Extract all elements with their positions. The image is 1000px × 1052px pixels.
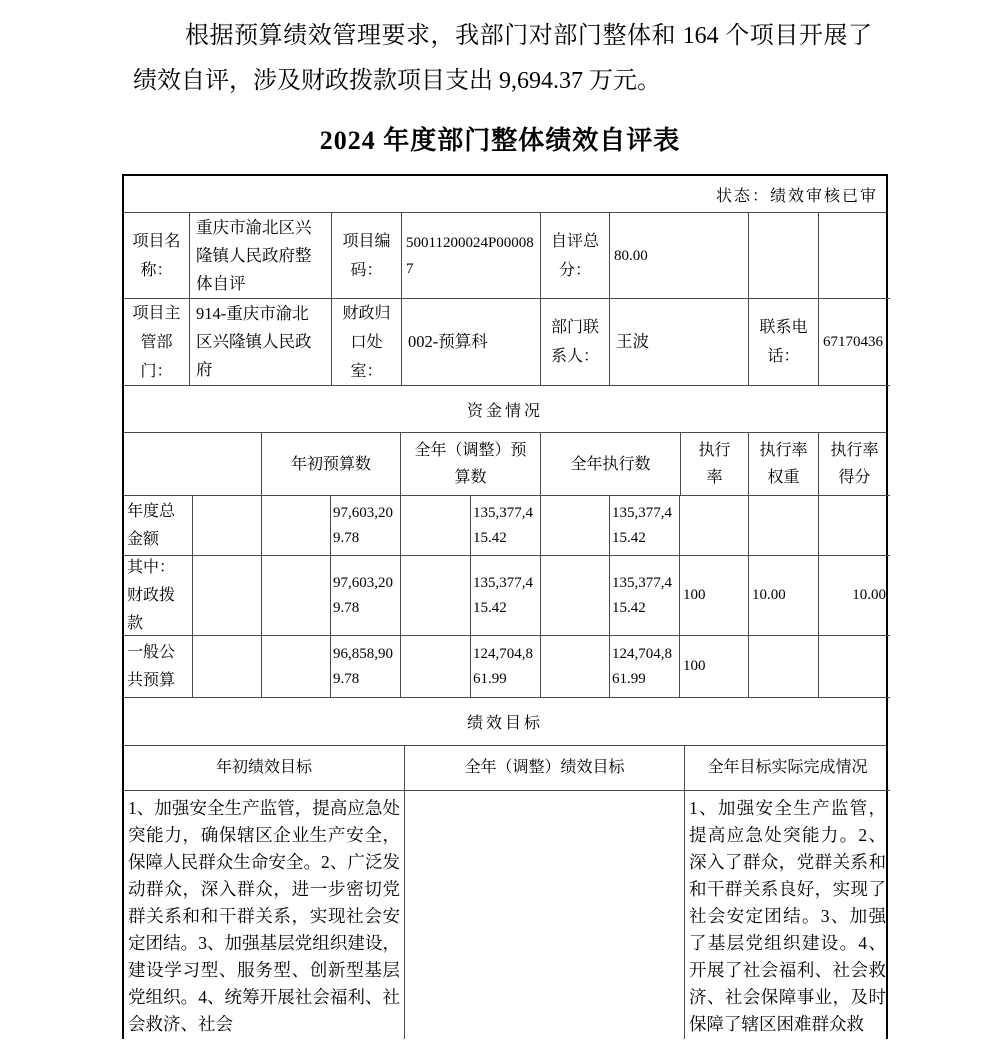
finance-office-label: 财政归口处室： <box>332 299 402 386</box>
funds-value: 124,704,861.99 <box>610 636 680 698</box>
funds-weight: 10.00 <box>749 556 819 636</box>
supervisor-dept-value: 914-重庆市渝北区兴隆镇人民政府 <box>190 299 332 386</box>
funds-value: 97,603,209.78 <box>331 556 401 636</box>
funds-data-grid <box>124 496 886 698</box>
funds-row-label: 一般公共预算 <box>124 636 193 698</box>
project-name-label: 项目名称： <box>124 213 190 299</box>
initial-goals-text: 1、加强安全生产监管，提高应急处突能力，确保辖区企业生产安全，保障人民群众生命安全。2、广泛发动群众，深入群众，进一步密切党群关系和和干群关系，实现社会安定团结。3、加强基层党组织建设，建设学习型、服务型、创新型基层党组织。4、统筹开展社会福利、社会救济、社会 <box>124 791 405 1039</box>
status-text: 状态：绩效审核已审 <box>715 187 878 205</box>
adjusted-goals-text <box>405 791 685 1039</box>
funds-score <box>819 496 890 556</box>
goals-body-row <box>124 791 886 1039</box>
funds-section-title: 资金情况 <box>124 386 886 433</box>
funds-cell <box>541 496 610 556</box>
funds-cell <box>262 636 331 698</box>
goals-header-adjusted: 全年（调整）绩效目标 <box>405 746 685 791</box>
intro-paragraph: 根据预算绩效管理要求，我部门对部门整体和 164 个项目开展了绩效自评，涉及财政拨款项目支出 9,694.37 万元。 <box>133 23 872 94</box>
contact-phone-value: 67170436 <box>819 299 890 386</box>
funds-cell <box>401 556 471 636</box>
funds-rate <box>680 496 749 556</box>
supervisor-dept-label: 项目主管部门： <box>124 299 190 386</box>
funds-value: 135,377,415.42 <box>471 496 541 556</box>
contact-person-label: 部门联系人： <box>541 299 610 386</box>
funds-row-label: 年度总金额 <box>124 496 193 556</box>
funds-value: 135,377,415.42 <box>610 556 680 636</box>
self-score-value: 80.00 <box>610 213 749 299</box>
funds-value: 97,603,209.78 <box>331 496 401 556</box>
funds-cell <box>193 556 262 636</box>
funds-weight <box>749 496 819 556</box>
funds-cell <box>401 636 471 698</box>
funds-header-initial-budget: 年初预算数 <box>262 433 401 496</box>
funds-cell <box>193 496 262 556</box>
funds-weight <box>749 636 819 698</box>
funds-cell <box>262 496 331 556</box>
project-name-value: 重庆市渝北区兴隆镇人民政府整体自评 <box>190 213 332 299</box>
funds-value: 124,704,861.99 <box>471 636 541 698</box>
project-code-label: 项目编码： <box>332 213 402 299</box>
actual-completion-text: 1、加强安全生产监管，提高应急处突能力。2、深入了群众，党群关系和和干群关系良好，实现了社会安定团结。3、加强了基层党组织建设。4、开展了社会福利、社会救济、社会保障事业，及时保障了辖区困难群众救 <box>689 798 886 1034</box>
page-title: 2024 年度部门整体绩效自评表 <box>319 126 681 155</box>
project-code-value: 50011200024P000087 <box>402 213 541 299</box>
document-page <box>0 14 1000 1039</box>
funds-rate: 100 <box>680 556 749 636</box>
contact-phone-label: 联系电话： <box>749 299 819 386</box>
self-evaluation-table <box>122 174 888 1039</box>
funds-header-adjusted-budget: 全年（调整）预算数 <box>401 433 541 496</box>
funds-header-rate-score: 执行率得分 <box>819 433 890 496</box>
goals-header-initial: 年初绩效目标 <box>124 746 405 791</box>
funds-cell <box>401 496 471 556</box>
funds-row-label: 其中：财政拨款 <box>124 556 193 636</box>
funds-header-empty <box>124 433 262 496</box>
goals-header-row <box>124 746 886 791</box>
empty-cell <box>819 213 890 299</box>
funds-value: 135,377,415.42 <box>610 496 680 556</box>
project-info-grid <box>124 213 886 386</box>
funds-cell <box>541 636 610 698</box>
funds-rate: 100 <box>680 636 749 698</box>
funds-value: 96,858,909.78 <box>331 636 401 698</box>
funds-header-executed: 全年执行数 <box>541 433 681 496</box>
goals-section-title: 绩效目标 <box>124 698 886 746</box>
self-score-label: 自评总分： <box>541 213 610 299</box>
funds-score: 10.00 <box>819 556 890 636</box>
funds-header-row <box>124 433 886 496</box>
funds-header-exec-rate: 执行率 <box>681 433 749 496</box>
funds-cell <box>541 556 610 636</box>
funds-score <box>819 636 890 698</box>
status-row <box>124 176 886 213</box>
empty-cell <box>749 213 819 299</box>
funds-cell <box>193 636 262 698</box>
finance-office-value: 002-预算科 <box>402 299 541 386</box>
funds-value: 135,377,415.42 <box>471 556 541 636</box>
funds-header-rate-weight: 执行率权重 <box>749 433 819 496</box>
funds-cell <box>262 556 331 636</box>
goals-header-actual: 全年目标实际完成情况 <box>685 746 890 791</box>
contact-person-value: 王波 <box>610 299 749 386</box>
